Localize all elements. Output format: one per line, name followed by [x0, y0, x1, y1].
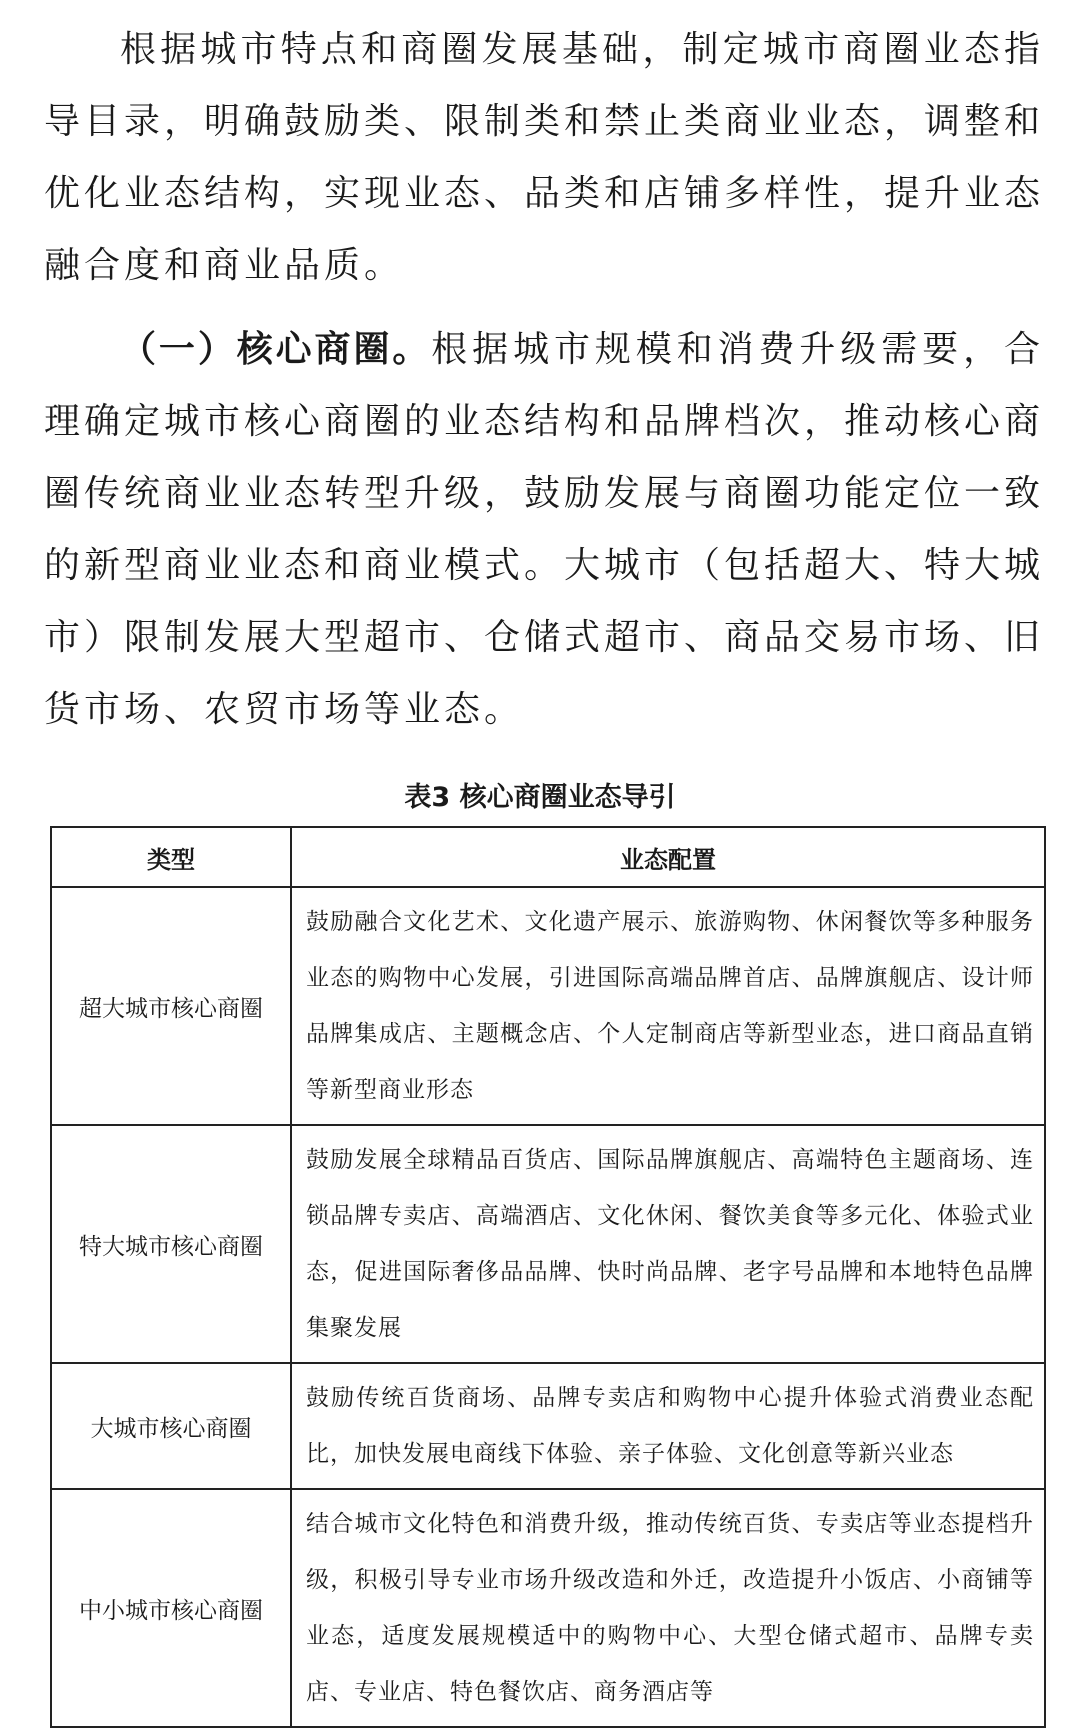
- row-config-cell: 结合城市文化特色和消费升级，推动传统百货、专卖店等业态提档升级，积极引导专业市场升级改造和外迁，改造提升小饭店、小商铺等业态，适度发展规模适中的购物中心、大型仓储式超市、品牌专卖店、专业店、特色餐饮店、商务酒店等: [291, 1489, 1045, 1727]
- intro-paragraph: 根据城市特点和商圈发展基础，制定城市商圈业态指导目录，明确鼓励类、限制类和禁止类商业业态，调整和优化业态结构，实现业态、品类和店铺多样性，提升业态融合度和商业品质。: [44, 29, 1045, 286]
- column-header-config: 业态配置: [291, 827, 1045, 887]
- column-header-type: 类型: [51, 827, 291, 887]
- row-type-cell: 中小城市核心商圈: [51, 1489, 291, 1727]
- table-title: 表3 核心商圈业态导引: [404, 782, 676, 813]
- row-type-cell: 特大城市核心商圈: [51, 1125, 291, 1363]
- row-config-cell: 鼓励传统百货商场、品牌专卖店和购物中心提升体验式消费业态配比，加快发展电商线下体验、亲子体验、文化创意等新兴业态: [291, 1363, 1045, 1489]
- row-config-cell: 鼓励发展全球精品百货店、国际品牌旗舰店、高端特色主题商场、连锁品牌专卖店、高端酒店、文化休闲、餐饮美食等多元化、体验式业态，促进国际奢侈品品牌、快时尚品牌、老字号品牌和本地特色品牌集聚发展: [291, 1125, 1045, 1363]
- table-row: [51, 1489, 1045, 1727]
- table-header-row: [51, 827, 1045, 887]
- core-paragraph-body: 根据城市规模和消费升级需要，合理确定城市核心商圈的业态结构和品牌档次，推动核心商圈传统商业业态转型升级，鼓励发展与商圈功能定位一致的新型商业业态和商业模式。大城市（包括超大、特大城市）限制发展大型超市、仓储式超市、商品交易市场、旧货市场、农贸市场等业态。: [44, 329, 1045, 730]
- table-row: [51, 1125, 1045, 1363]
- core-paragraph: [44, 314, 1044, 746]
- business-guide-table: [50, 826, 1046, 1728]
- table-row: [51, 1363, 1045, 1489]
- row-type-cell: 大城市核心商圈: [51, 1363, 291, 1489]
- table-row: [51, 887, 1045, 1125]
- row-config-cell: 鼓励融合文化艺术、文化遗产展示、旅游购物、休闲餐饮等多种服务业态的购物中心发展，引进国际高端品牌首店、品牌旗舰店、设计师品牌集成店、主题概念店、个人定制商店等新型业态，进口商品直销等新型商业形态: [291, 887, 1045, 1125]
- row-type-cell: 超大城市核心商圈: [51, 887, 291, 1125]
- section-heading: （一）核心商圈。: [120, 329, 432, 370]
